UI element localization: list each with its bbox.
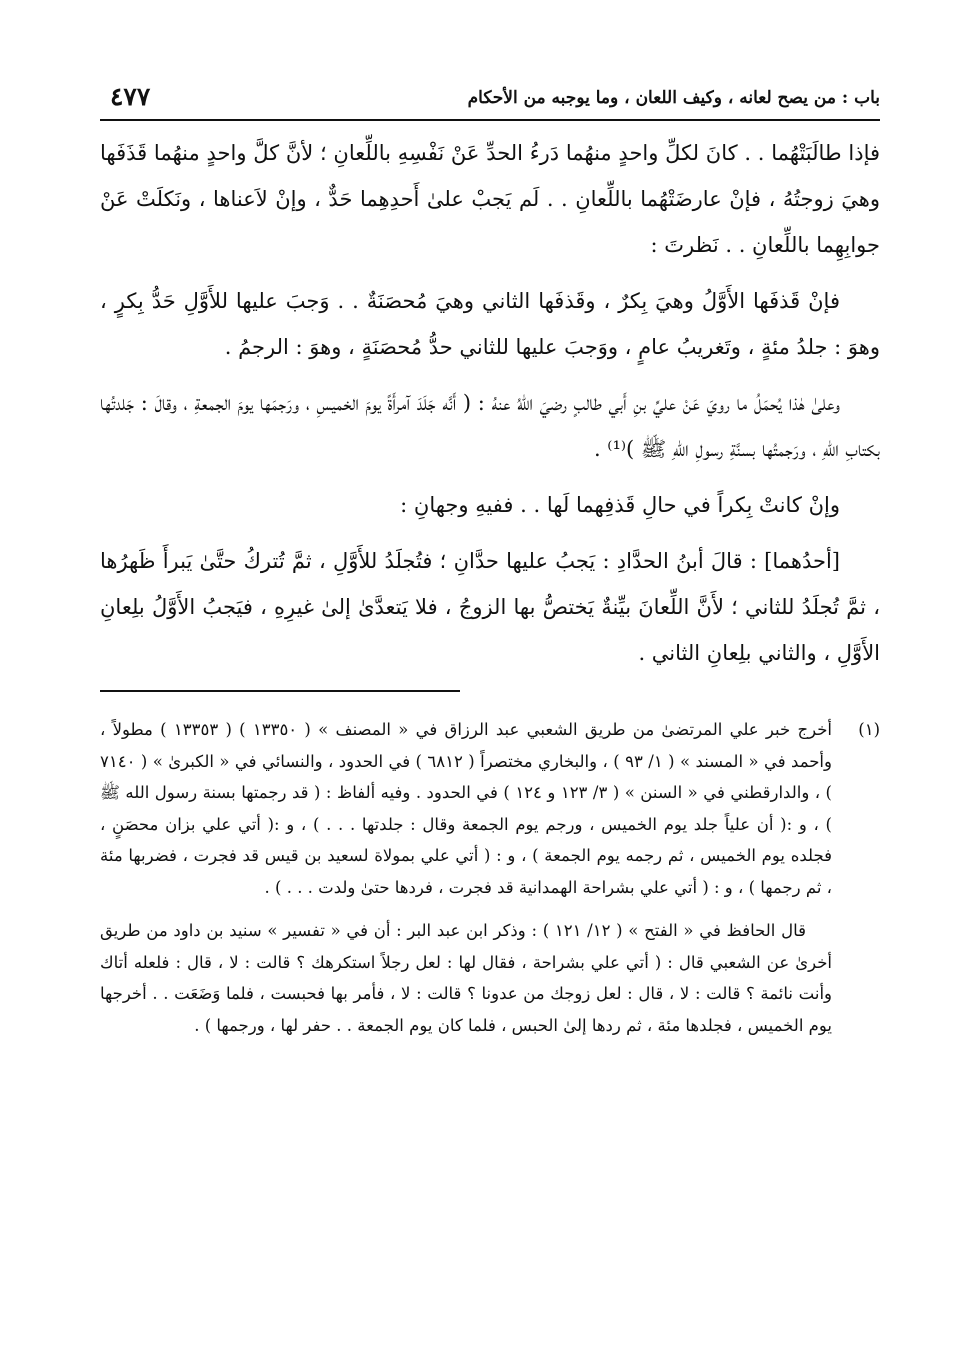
paragraph-3: وعلىٰ هٰذا يُحمَلُ ما رويَ عَنْ عليِّ بنِ أَبي طالبٍ رضيَ اللهُ عنهُ : ( أَنَّه جَلَدَ آمرأَةً يومَ الخميسِ ، ورَجمَها يومَ الجمعةِ ، وقالَ : جَلدتُها بكتابِ اللهِ ، ورَجمتُها بسنَّةِ رسولِ اللهِ ﷺ )⁽¹⁾ . <box>100 391 880 461</box>
paragraph-4: وإنْ كانتْ بِكراً في حالِ قَذفِهما لَها . . ففيهِ وجهانِ : <box>400 493 840 517</box>
footnote-divider <box>100 690 460 692</box>
footnote-body <box>100 714 832 1041</box>
footnote-number: (١) <box>858 720 880 739</box>
footnote-divider-wrap <box>100 690 880 692</box>
running-head: باب : من يصح لعانه ، وكيف اللعان ، وما يوجبه من الأحكام <box>467 88 880 108</box>
main-text <box>100 130 880 676</box>
page-header <box>100 82 880 124</box>
book-page <box>100 82 880 1041</box>
paragraph-5: [أحدُهما] : قالَ أبنُ الحدَّادِ : يَجبُ عليها حدَّانِ ؛ فتُجلَدُ للأَوَّلِ ، ثمَّ تُتركُ حتَّىٰ يَبرأَ ظَهرُها ، ثمَّ تُجلَدُ للثاني ؛ لأَنَّ اللِّعانَ بيِّنةٌ يَختصُّ بها الزوجُ ، فلا يَتعدَّىٰ إلىٰ غيرِهِ ، فيَجبُ الأَوَّلُ بلِعانِ الأَوَّلِ ، والثاني بلِعانِ الثاني . <box>100 549 880 665</box>
paragraph-1: فإذا طالَبَتْهُما . . كانَ لكلِّ واحدٍ منهُما دَرءُ الحدِّ عَنْ نَفْسِهِ باللِّعانِ ؛ لأنَّ كلَّ واحدٍ منهُما قَذَفَها وهيَ زوجتُهُ ، فإنْ عارضَتْهُما باللِّعانِ . . لَم يَجبْ علىٰ أَحدِهِما حَدٌّ ، وإنْ لاَعناها ، ونَكلَتْ عَنْ جوابِهِما باللِّعانِ . . نَظرتَ : <box>100 141 880 257</box>
header-rule <box>100 119 880 121</box>
page-number: ٤٧٧ <box>110 82 151 111</box>
footnote-text: أخرج خبر علي المرتضىٰ من طريق الشعبي عبد الرزاق في « المصنف » ( ١٣٣٥٠ ) ( ١٣٣٥٣ ) مطولاً ، وأحمد في « المسند » ( ١/ ٩٣ ) ، والبخاري مختصراً ( ٦٨١٢ ) في الحدود ، والنسائي في « الكبرىٰ » ( ٧١٤٠ ) ، والدارقطني في « السنن » ( ٣/ ١٢٣ و ١٢٤ ) في الحدود . وفيه ألفاظ : ( قد رجمتها بسنة رسول الله ﷺ ) ، و :( أن علياً جلد يوم الخميس ، ورجم يوم الجمعة وقال : جلدتها . . . ) ، و :( أتي علي بزان محصَنٍ ، فجلده يوم الخميس ، ثم رجمه يوم الجمعة ) ، و : ( أتي علي بمولاة لسعيد بن قيس قد فجرت ، فضربها مئة ، ثم رجمها ) ، و : ( أتي علي بشراحة الهمدانية قد فجرت ، فردها حتىٰ ولدت . . . ) . <box>100 720 833 897</box>
footnotes <box>100 714 880 1041</box>
paragraph-2: فإنْ قَذفَها الأَوَّلُ وهيَ بِكرٌ ، وقَذفَها الثاني وهيَ مُحصَنَةٌ . . وَجبَ عليها للأَوَّلِ حَدُّ بِكرٍ ، وهوَ : جلدُ مئةٍ ، وتَغريبُ عامٍ ، ووَجبَ عليها للثاني حدُّ مُحصَنَةٍ ، وهوَ : الرجمُ . <box>100 289 880 359</box>
footnote-1 <box>100 714 880 1041</box>
footnote-continuation: قال الحافظ في « الفتح » ( ١٢/ ١٢١ ) : وذكر ابن عبد البر : أن في « تفسير » سنيد بن داود من طريق أخرىٰ عن الشعبي قال : ( أتي علي بشراحة ، فقال لها : لعل رجلاً استكرهك ؟ قالت : لا ، قال : فلعله أتاك وأنت نائمة ؟ قالت : لا ، قال : لعل زوجك من عدونا ؟ قالت : لا ، فأمر بها فحبست ، فلما وَضَعَت . . أخرجها يوم الخميس ، فجلدها مئة ، ثم ردها إلىٰ الحبس ، فلما كان يوم الجمعة . . حفر لها ، ورجمها ) . <box>100 921 832 1035</box>
